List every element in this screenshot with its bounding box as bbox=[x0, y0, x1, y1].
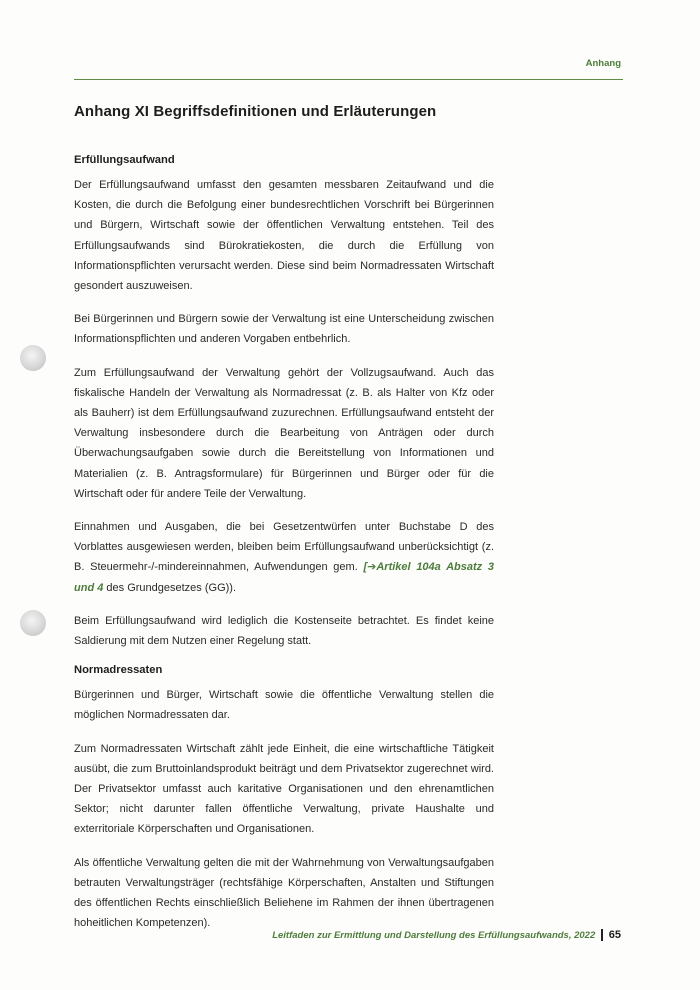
footer-separator bbox=[601, 929, 603, 941]
running-head: Anhang bbox=[585, 58, 621, 69]
footer-title: Leitfaden zur Ermittlung und Darstellung des Erfüllungsaufwands, 2022 bbox=[272, 929, 596, 941]
paragraph: Zum Erfüllungsaufwand der Verwaltung gehört der Vollzugsaufwand. Auch das fiskalische Handeln der Verwaltung als Normadressat (z. B. als Halter von Kfz oder als Bauherr) ist dem Erfüllungsaufwand zuzurechnen. Erfüllungsaufwand entsteht der Verwaltung insbesondere durch die Bearbeitung von Anträgen oder durch Überwachungsaufgaben sowie durch die Bereitstellung von Informationen und Materialien (z. B. Antragsformulare) für Bürgerinnen und Bürger oder für die Wirtschaft oder für andere Teile der Verwaltung. bbox=[74, 366, 494, 500]
paragraph: Beim Erfüllungsaufwand wird lediglich die Kostenseite betrachtet. Es findet keine Saldierung mit dem Nutzen einer Regelung statt. bbox=[74, 614, 494, 648]
page-title: Anhang XI Begriffsdefinitionen und Erläuterungen bbox=[74, 103, 437, 120]
page-footer bbox=[272, 929, 621, 941]
paragraph: Zum Normadressaten Wirtschaft zählt jede Einheit, die eine wirtschaftliche Tätigkeit ausübt, die zum Bruttoinlandsprodukt beiträgt und dem Privatsektor zugerechnet wird. Der Privatsektor umfasst auch karitative Organisationen und den ehrenamtlichen Sektor; nicht darunter fallen öffentliche Verwaltung, private Haushalte und exterritoriale Körperschaften und Organisationen. bbox=[74, 742, 494, 836]
page-number: 65 bbox=[608, 929, 621, 941]
section-heading-erfuellungsaufwand: Erfüllungsaufwand bbox=[74, 154, 175, 166]
section-heading-normadressaten: Normadressaten bbox=[74, 664, 163, 677]
paragraph-text: Einnahmen und Ausgaben, die bei Gesetzentwürfen unter Buchstabe D des Vorblattes ausgewiesen werden, bleiben beim Erfüllungsaufwand unberücksichtigt (z. B. Steuermehr-/-mindereinnahmen, Aufwendungen gem. bbox=[74, 521, 494, 574]
header-divider bbox=[74, 79, 623, 80]
paragraph-text: des Grundgesetzes (GG)). bbox=[103, 581, 237, 594]
punch-hole-bottom bbox=[20, 610, 46, 636]
paragraph: Bei Bürgerinnen und Bürgern sowie der Verwaltung ist eine Unterscheidung zwischen Informationspflichten und anderen Vorgaben entbehrlich. bbox=[74, 313, 494, 346]
punch-hole-top bbox=[20, 345, 46, 371]
paragraph bbox=[74, 517, 494, 598]
page-content bbox=[74, 103, 494, 947]
paragraph: Bürgerinnen und Bürger, Wirtschaft sowie die öffentliche Verwaltung stellen die möglichen Normadressaten dar. bbox=[74, 689, 494, 722]
paragraph: Der Erfüllungsaufwand umfasst den gesamten messbaren Zeitaufwand und die Kosten, die durch die Befolgung einer bundesrechtlichen Vorschrift bei Bürgerinnen und Bürgern, Wirtschaft sowie der öffentlichen Verwaltung entstehen. Teil des Erfüllungsaufwands sind Bürokratiekosten, die durch die Erfüllung von Informationspflichten verursacht werden. Diese sind beim Normadressaten Wirtschaft gesondert auszuweisen. bbox=[74, 179, 494, 293]
law-reference-link[interactable]: [➔Artikel 104a Absatz 3 und 4 bbox=[74, 561, 494, 594]
paragraph: Als öffentliche Verwaltung gelten die mit der Wahrnehmung von Verwaltungsaufgaben betrauten Verwaltungsträger (rechtsfähige Körperschaften, Anstalten und Stiftungen des öffentlichen Rechts einschließlich Beliehene im Rahmen der ihnen übertragenen hoheitlichen Kompetenzen). bbox=[74, 856, 494, 930]
